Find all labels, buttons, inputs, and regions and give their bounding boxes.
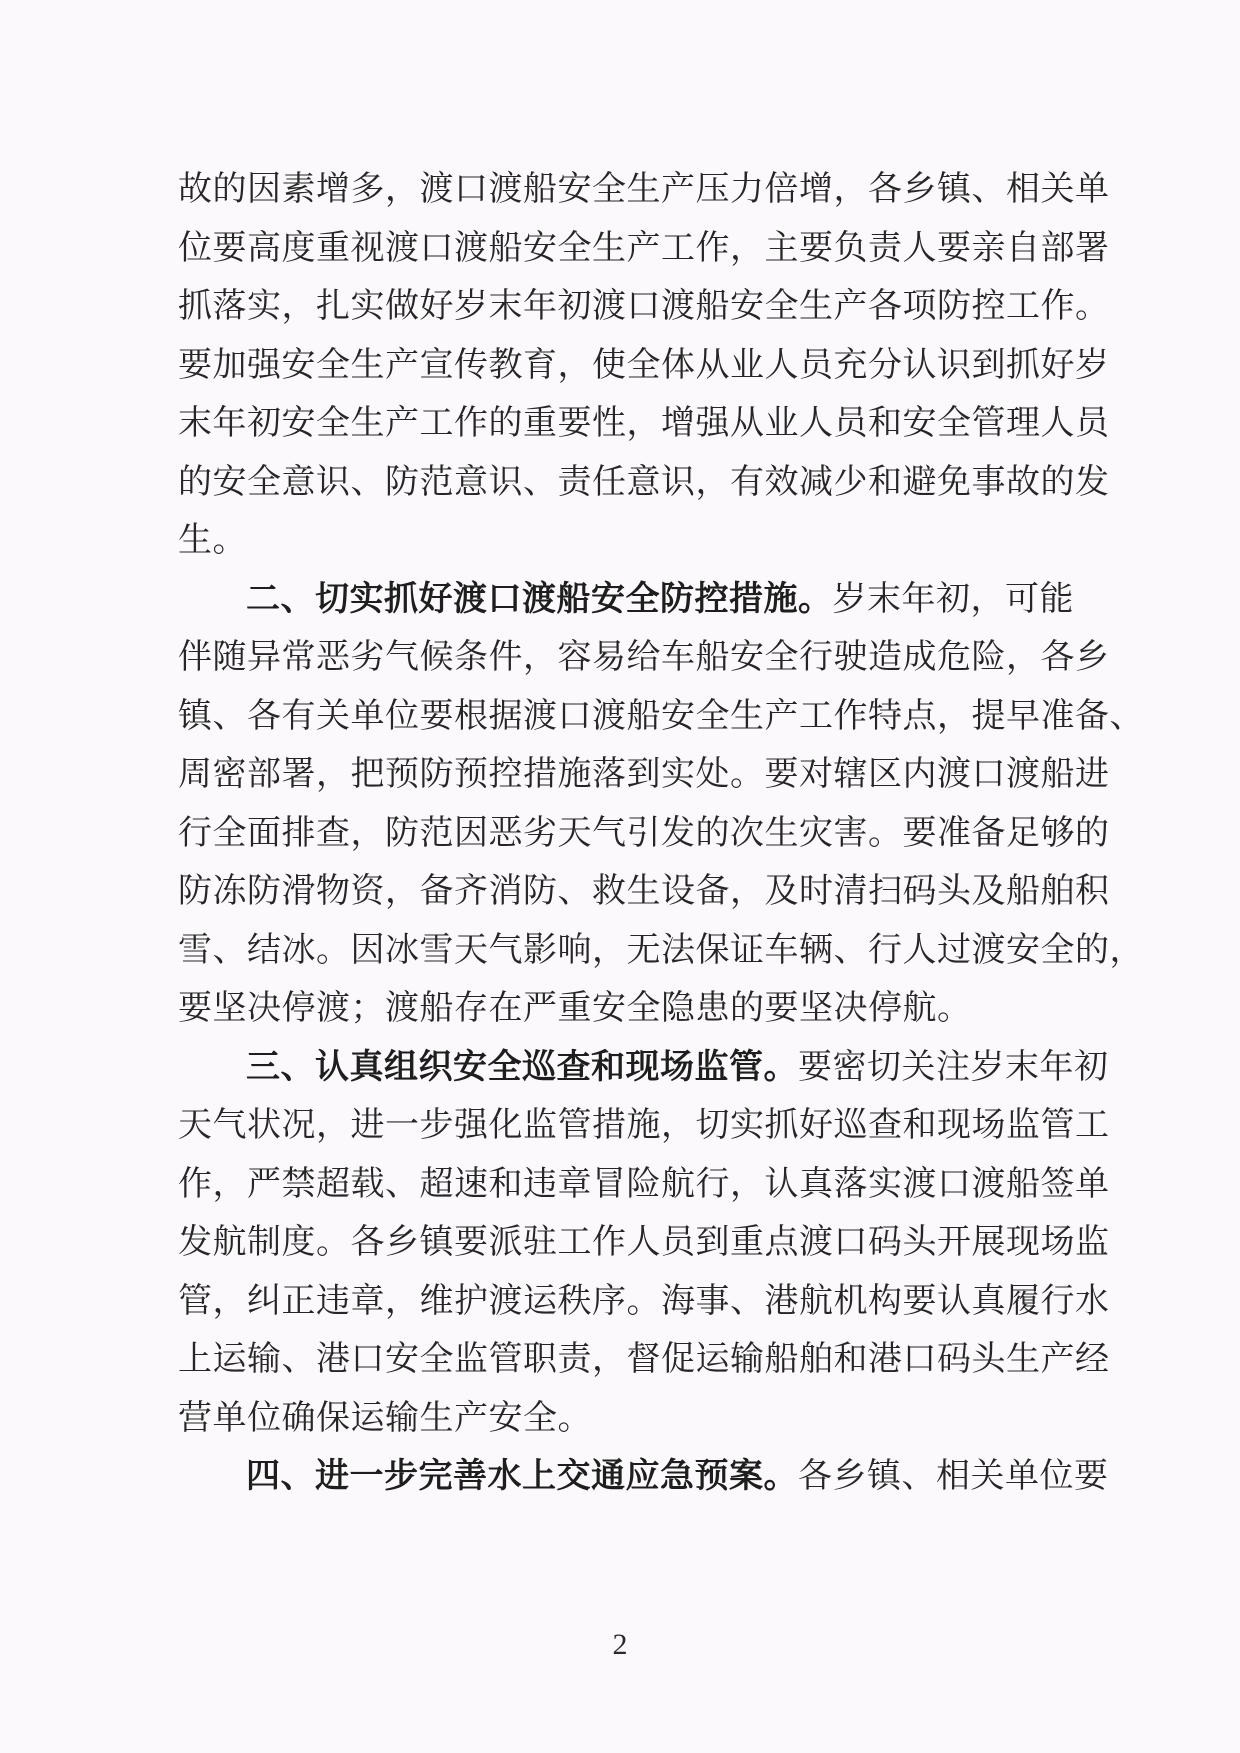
paragraph-first-line-rest: 各乡镇、相关单位要	[798, 1456, 1109, 1496]
paragraph-2	[178, 570, 1144, 1038]
paragraph-4	[178, 1447, 1109, 1506]
paragraph-line: 上运输、港口安全监管职责，督促运输船舶和港口码头生产经	[178, 1339, 1110, 1379]
paragraph-line: 生。	[178, 520, 247, 560]
page-number: 2	[612, 1628, 628, 1661]
paragraph-line: 天气状况，进一步强化监管措施，切实抓好巡查和现场监管工	[178, 1105, 1110, 1145]
paragraph-line: 位要高度重视渡口渡船安全生产工作，主要负责人要亲自部署	[178, 227, 1110, 268]
paragraph-line: 镇、各有关单位要根据渡口渡船安全生产工作特点，提早准备、	[178, 695, 1144, 736]
paragraph-first-line	[178, 1038, 1109, 1097]
section-heading-4: 四、进一步完善水上交通应急预案。	[246, 1456, 798, 1496]
document-body	[178, 160, 1144, 1506]
paragraph-line: 故的因素增多，渡口渡船安全生产压力倍增，各乡镇、相关单	[178, 169, 1110, 209]
paragraph-line: 营单位确保运输生产安全。	[178, 1397, 592, 1438]
paragraph-line: 行全面排查，防范因恶劣天气引发的次生灾害。要准备足够的	[178, 812, 1110, 853]
paragraph-first-line-rest: 岁末年初，可能	[832, 578, 1074, 619]
paragraph-line: 管，纠正违章，维护渡运秩序。海事、港航机构要认真履行水	[178, 1280, 1110, 1321]
paragraph-line: 末年初安全生产工作的重要性，增强从业人员和安全管理人员	[178, 403, 1110, 443]
section-heading-3: 三、认真组织安全巡查和现场监管。	[246, 1046, 798, 1087]
paragraph-3	[178, 1038, 1110, 1448]
paragraph-line: 周密部署，把预防预控措施落到实处。要对辖区内渡口渡船进	[178, 754, 1110, 794]
section-heading-2: 二、切实抓好渡口渡船安全防控措施。	[246, 578, 833, 619]
paragraph-line: 要坚决停渡；渡船存在严重安全隐患的要坚决停航。	[178, 988, 972, 1028]
paragraph-first-line	[178, 570, 1074, 629]
paragraph-line: 作，严禁超载、超速和违章冒险航行，认真落实渡口渡船签单	[178, 1163, 1110, 1204]
paragraph-line: 要加强安全生产宣传教育，使全体从业人员充分认识到抓好岁	[178, 344, 1110, 385]
paragraph-line: 发航制度。各乡镇要派驻工作人员到重点渡口码头开展现场监	[178, 1222, 1110, 1262]
paragraph-1	[178, 160, 1110, 570]
paragraph-line: 雪、结冰。因冰雪天气影响，无法保证车辆、行人过渡安全的，	[178, 929, 1144, 970]
paragraph-line: 伴随异常恶劣气候条件，容易给车船安全行驶造成危险，各乡	[178, 637, 1110, 677]
paragraph-line: 防冻防滑物资，备齐消防、救生设备，及时清扫码头及船舶积	[178, 871, 1110, 911]
paragraph-first-line-rest: 要密切关注岁末年初	[798, 1046, 1109, 1087]
paragraph-first-line	[178, 1447, 1109, 1506]
paragraph-line: 的安全意识、防范意识、责任意识，有效减少和避免事故的发	[178, 461, 1110, 502]
paragraph-line: 抓落实，扎实做好岁末年初渡口渡船安全生产各项防控工作。	[178, 286, 1110, 326]
